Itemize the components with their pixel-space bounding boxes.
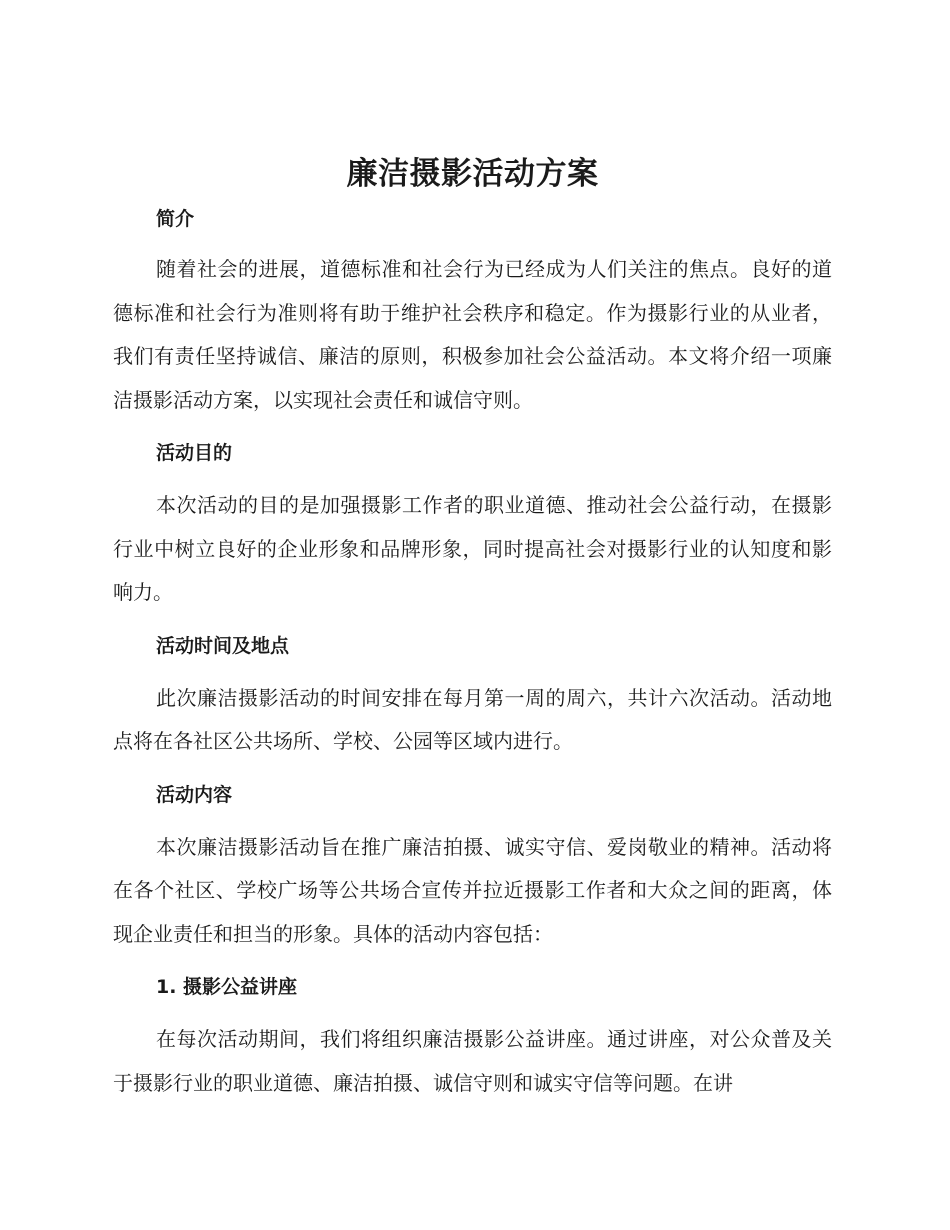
section-paragraph-content: 本次廉洁摄影活动旨在推广廉洁拍摄、诚实守信、爱岗敬业的精神。活动将在各个社区、学校广场等公共场合宣传并拉近摄影工作者和大众之间的距离，体现企业责任和担当的形象。具体的活动内容包括： — [113, 834, 832, 946]
section-heading-purpose: 活动目的 — [156, 442, 233, 464]
section-heading-lecture: 1. 摄影公益讲座 — [156, 976, 298, 998]
section-heading-time-location: 活动时间及地点 — [156, 634, 290, 657]
section-paragraph-purpose: 本次活动的目的是加强摄影工作者的职业道德、推动社会公益行动，在摄影行业中树立良好的企业形象和品牌形象，同时提高社会对摄影行业的认知度和影响力。 — [113, 493, 832, 604]
section-paragraph-lecture: 在每次活动期间，我们将组织廉洁摄影公益讲座。通过讲座，对公众普及关于摄影行业的职业道德、廉洁拍摄、诚信守则和诚实守信等问题。在讲 — [113, 1027, 832, 1095]
section-heading-intro: 简介 — [156, 208, 195, 230]
section-paragraph-intro: 随着社会的进展，道德标准和社会行为已经成为人们关注的焦点。良好的道德标准和社会行为准则将有助于维护社会秩序和稳定。作为摄影行业的从业者，我们有责任坚持诚信、廉洁的原则，积极参加社会公益活动。本文将介绍一项廉洁摄影活动方案，以实现社会责任和诚信守则。 — [113, 257, 832, 412]
document-title: 廉洁摄影活动方案 — [346, 156, 599, 192]
section-heading-content: 活动内容 — [156, 783, 233, 806]
section-paragraph-time-location: 此次廉洁摄影活动的时间安排在每月第一周的周六，共计六次活动。活动地点将在各社区公共场所、学校、公园等区域内进行。 — [113, 685, 832, 753]
